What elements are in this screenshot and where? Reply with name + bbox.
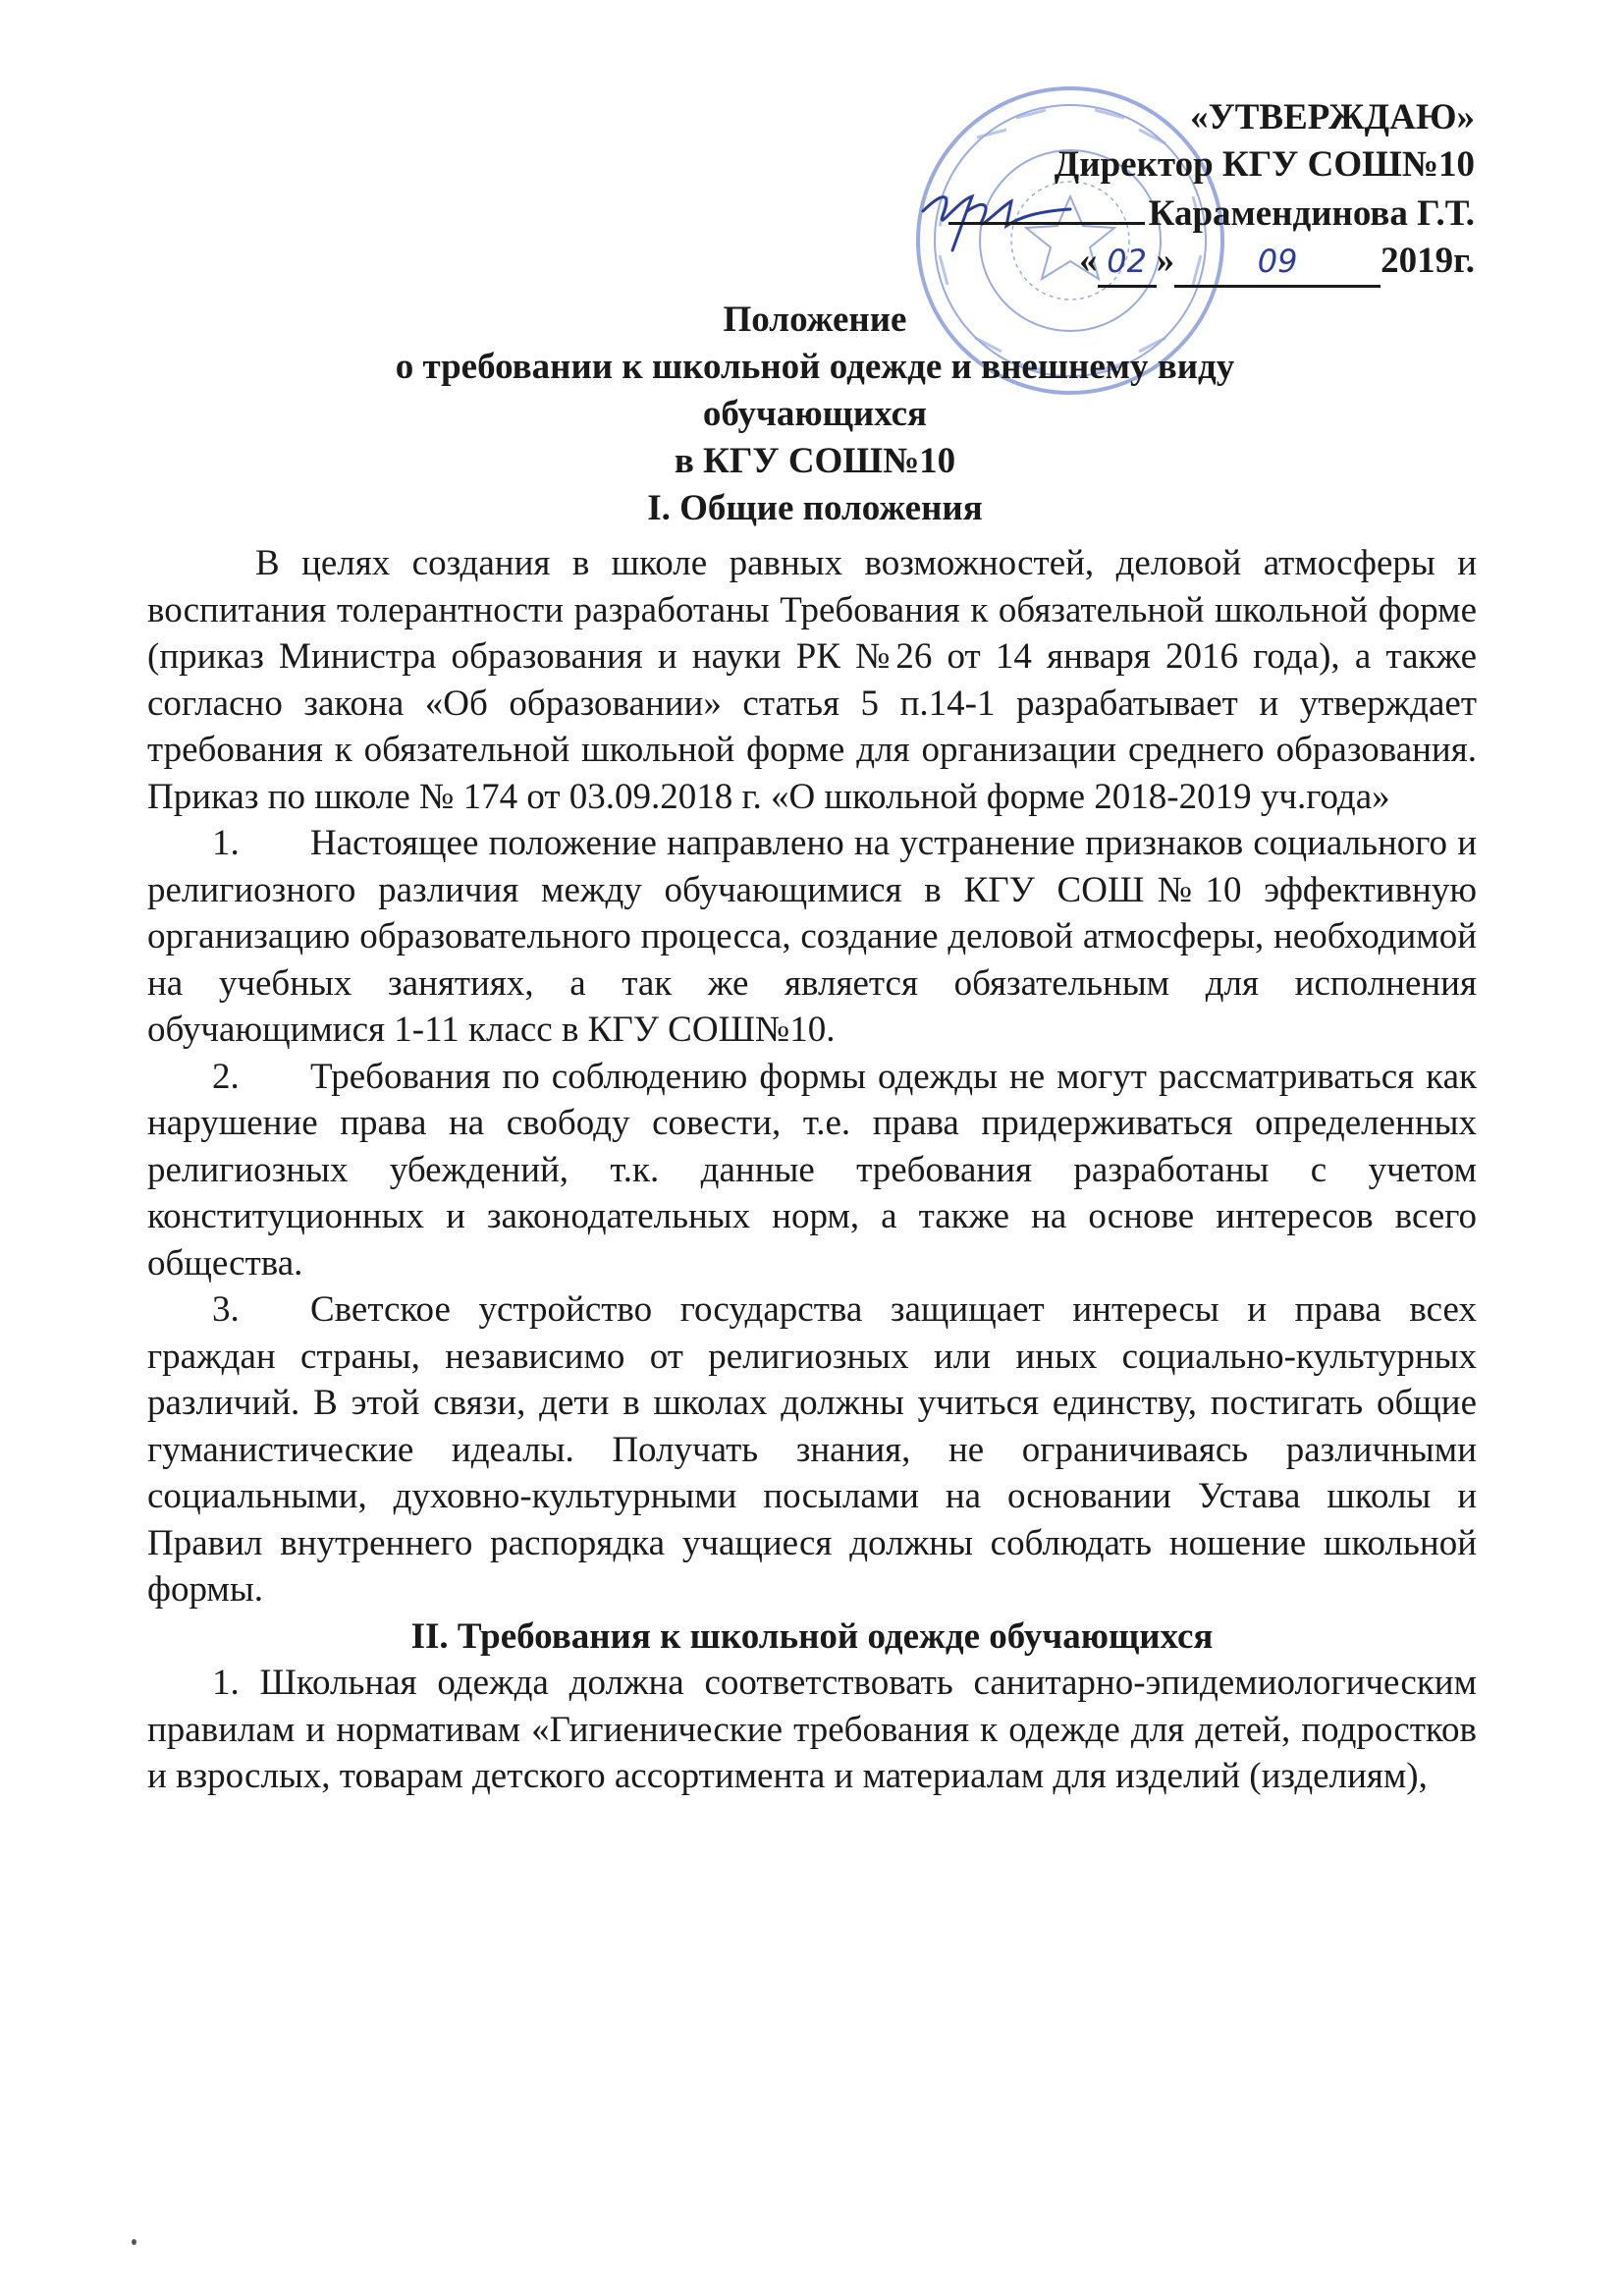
document-title: Положение — [723, 300, 907, 340]
item-number: 3. — [212, 1289, 240, 1330]
document-body — [147, 540, 1477, 1800]
list-item — [147, 1286, 1477, 1613]
item-number: 2. — [212, 1056, 240, 1097]
list-item — [147, 1660, 1477, 1800]
approval-year: 2019г. — [1380, 241, 1475, 281]
item-text: Настоящее положение направлено на устранение признаков социального и религиозного различия между обучающимися в КГУ СОШ№10 эффективную организацию образовательного процесса, создание деловой атмосферы, необходимой на учебных занятиях, а так же является обязательным для исполнения обучающимися 1-11 класс в КГУ СОШ№10. — [147, 823, 1477, 1050]
section-heading-general: I. Общие положения — [647, 488, 983, 528]
date-quote-open: « — [1079, 241, 1098, 281]
item-text: Школьная одежда должна соответствовать санитарно-эпидемиологическим правилам и нормативам «Гигиенические требования к одежде для детей, подростков и взрослых, товарам детского ассортимента и материалам для изделий (изделиям), — [147, 1663, 1478, 1796]
signature-blank — [948, 189, 1145, 225]
date-quote-close: » — [1156, 241, 1175, 281]
document-subtitle-line1: о требовании к школьной одежде и внешнему виду — [395, 347, 1235, 387]
list-item — [147, 820, 1477, 1054]
approval-block — [948, 94, 1475, 288]
item-text: Требования по соблюдению формы одежды не могут рассматриваться как нарушение права на свободу совести, т.е. права придерживаться определенных религиозных убеждений, т.к. данные требования разработаны с учетом конституционных и законодательных норм, а также на основе интересов всего общества. — [147, 1056, 1477, 1284]
intro-paragraph: В целях создания в школе равных возможностей, деловой атмосферы и воспитания толерантности разработаны Требования к обязательной школьной форме (приказ Министра образования и науки РК №26 от 14 января 2016 года), а также согласно закона «Об образовании» статья 5 п.14-1 разрабатывает и утверждает требования к обязательной школьной форме для организации среднего образования. Приказ по школе № 174 от 03.09.2018 г. «О школьной форме 2018-2019 уч.года» — [147, 543, 1477, 817]
item-number: 1. — [212, 823, 240, 863]
list-item — [147, 1054, 1477, 1287]
section-heading-requirements: II. Требования к школьной одежде обучающихся — [410, 1615, 1214, 1657]
approval-day: 02 — [1098, 238, 1157, 288]
document-subtitle-line2: обучающихся — [702, 394, 928, 434]
document-subtitle-line3: в КГУ СОШ№10 — [674, 441, 956, 481]
approval-name: Карамендинова Г.Т. — [1148, 193, 1475, 234]
page-speck — [132, 2239, 136, 2245]
approval-signature-line — [948, 189, 1475, 238]
item-text: Светское устройство государства защищает интересы и права всех граждан страны, независимо от религиозных или иных социально-культурных различий. В этой связи, дети в школах должны учиться единству, постигать общие гуманистические идеалы. Получать знания, не ограничиваясь различными социальными, духовно-культурными посылами на основании Устава школы и Правил внутреннего распорядка учащиеся должны соблюдать ношение школьной формы. — [147, 1289, 1477, 1610]
approval-month: 09 — [1174, 238, 1380, 288]
item-number: 1. — [212, 1663, 240, 1703]
approval-date-line — [948, 238, 1475, 288]
approval-heading: «УТВЕРЖДАЮ» — [1190, 97, 1475, 137]
approval-position: Директор КГУ СОШ№10 — [1054, 144, 1475, 185]
